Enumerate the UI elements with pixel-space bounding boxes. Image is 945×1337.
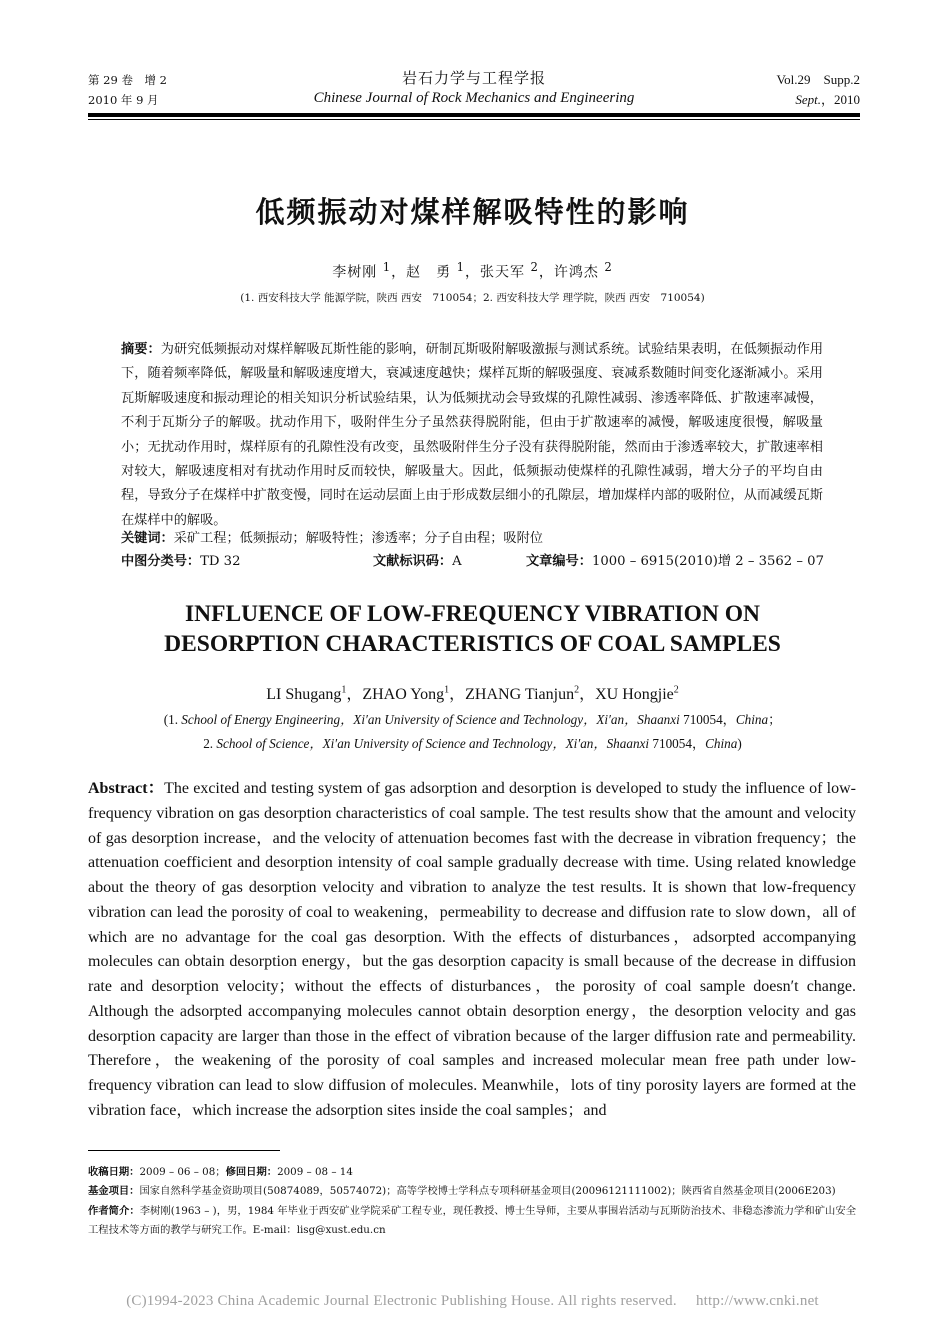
- journal-name-en: Chinese Journal of Rock Mechanics and Engineering: [313, 90, 635, 106]
- keywords-cn: [121, 528, 823, 550]
- authors-cn: 李树刚 $^1$，赵 勇 $^1$，张天军 $^2$，许鸿杰 $^2$: [332, 260, 613, 281]
- affiliation-en: [0, 708, 945, 756]
- abstract-en-label: Abstract：: [88, 780, 165, 797]
- article-number: 文章编号：1000 – 6915(2010)增 2 – 3562 – 07: [526, 554, 824, 569]
- abstract-cn: [121, 338, 823, 533]
- affiliation-en-line1: (1. School of Energy Engineering，Xi′an University of Science and Technology，Xi′an，Shaanxi 710054，China；: [163, 712, 782, 727]
- footnote-author: 作者简介：李树刚(1963 – )，男，1984 年毕业于西安矿业学院采矿工程专业，现任教授、博士生导师，主要从事围岩活动与瓦斯防治技术、非稳态渗流力学和矿山安全工程技术等方面的教学与研究工作。E-mail：lisg@xust.edu.cn: [88, 1204, 856, 1237]
- document-code: 文献标识码：A: [373, 554, 462, 569]
- header-rule-thin: [88, 119, 860, 120]
- keywords-cn-text: 采矿工程；低频振动；解吸特性；渗透率；分子自由程；吸附位: [173, 531, 543, 546]
- abstract-cn-label: 摘要：: [121, 342, 161, 357]
- keywords-cn-label: 关键词：: [121, 531, 174, 546]
- abstract-en: [88, 777, 856, 1124]
- footnote-fund: 基金项目：国家自然科学基金资助项目(50874089，50574072)；高等学校博士学科点专项科研基金项目(20096121111002)；陕西省自然基金项目(2006E203): [88, 1185, 836, 1198]
- header-volume-en: [776, 70, 860, 110]
- abstract-en-text: The excited and testing system of gas adsorption and desorption is developed to study the influence of low-frequency vibration on gas desorption characteristics of coal sample. The test results show that the amount and velocity of gas desorption increase，and the velocity of attenuation becomes fast with the decrease in vibration frequency；the attenuation coefficient and desorption intensity of coal sample gradually decrease with time. Using related knowledge about the theory of gas desorption velocity and vibration to analyze the test results. It is shown that low-frequency vibration can lead the porosity of coal to weakening，permeability to decrease and diffusion rate to slow down，all of which are no advantage for the coal gas desorption. With the effects of disturbances，adsorpted accompanying molecules can obtain desorption energy，but the gas desorption capacity is small because of the decrease in diffusion rate and desorption velocity；without the effects of disturbances，the porosity of coal sample doesn′t change. Although the adsorpted accompanying molecules cannot obtain desorption energy，the desorption velocity and gas desorption capacity are larger than those in the effect of vibration because of the larger diffusion rate and permeability. Therefore，the weakening of the porosity of coal samples and increased molecular mean free path under low-frequency vibration can lead to slow diffusion of molecules. Meanwhile，lots of tiny porosity layers are formed at the vibration face，which increase the adsorption sites inside the coal samples；and: [88, 780, 857, 1119]
- footnote-rule: [88, 1150, 280, 1151]
- header-vol-supp: Vol.29 Supp.2: [776, 72, 860, 87]
- title-en-line1: INFLUENCE OF LOW-FREQUENCY VIBRATION ON: [185, 601, 760, 627]
- footnotes: [88, 1163, 856, 1241]
- header-date: 2010 年 9 月: [88, 93, 159, 107]
- authors-en: LI Shugang$^1$，ZHAO Yong$^1$，ZHANG Tianjun$^2$，XU Hongjie$^2$: [266, 684, 679, 703]
- header-rule-thick: [88, 113, 860, 117]
- running-header: [88, 68, 860, 110]
- affiliation-en-line2: 2. School of Science，Xi′an University of Science and Technology，Xi′an，Shaanxi 710054，China): [203, 736, 742, 751]
- header-date-en: Sept.，2010: [795, 92, 860, 107]
- footnote-dates: 收稿日期：2009 – 06 – 08；修回日期：2009 – 08 – 14: [88, 1166, 353, 1178]
- header-volume: 第 29 卷 增 2: [88, 73, 167, 87]
- paper-title-en: [0, 599, 945, 659]
- header-journal: [88, 68, 860, 108]
- affiliation-cn: (1. 西安科技大学 能源学院，陕西 西安 710054；2. 西安科技大学 理学院，陕西 西安 710054): [240, 292, 705, 304]
- cnki-copyright: (C)1994-2023 China Academic Journal Electronic Publishing House. All rights reserved. http://www.cnki.net: [126, 1293, 819, 1309]
- clc-number: 中图分类号：TD 32: [121, 554, 241, 569]
- abstract-cn-text: 为研究低频振动对煤样解吸瓦斯性能的影响，研制瓦斯吸附解吸激振与测试系统。试验结果表明，在低频振动作用下，随着频率降低，解吸量和解吸速度增大，衰减速度越快；煤样瓦斯的解吸强度、衰减系数随时间变化逐渐减小。采用瓦斯解吸速度和振动理论的相关知识分析试验结果，认为低频扰动会导致煤的孔隙性减弱、渗透率降低、扩散速率减慢，不利于瓦斯分子的解吸。扰动作用下，吸附伴生分子虽然获得脱附能，但由于扩散速率的减慢，解吸速度很慢，解吸量小；无扰动作用时，煤样原有的孔隙性没有改变，虽然吸附伴生分子没有获得脱附能，然而由于渗透率较大，扩散速率相对较大，解吸速度相对有扰动作用时反而较快，解吸量大。因此，低频振动使煤样的孔隙性减弱，增大分子的平均自由程，导致分子在煤样中扩散变慢，同时在运动层面上由于形成数层细小的孔隙层，增加煤样内部的吸附位，从而减缓瓦斯在煤样中的解吸。: [121, 342, 824, 528]
- paper-title-cn: 低频振动对煤样解吸特性的影响: [255, 195, 690, 229]
- journal-name-cn: 岩石力学与工程学报: [401, 69, 546, 87]
- title-en-line2: DESORPTION CHARACTERISTICS OF COAL SAMPLES: [164, 631, 781, 657]
